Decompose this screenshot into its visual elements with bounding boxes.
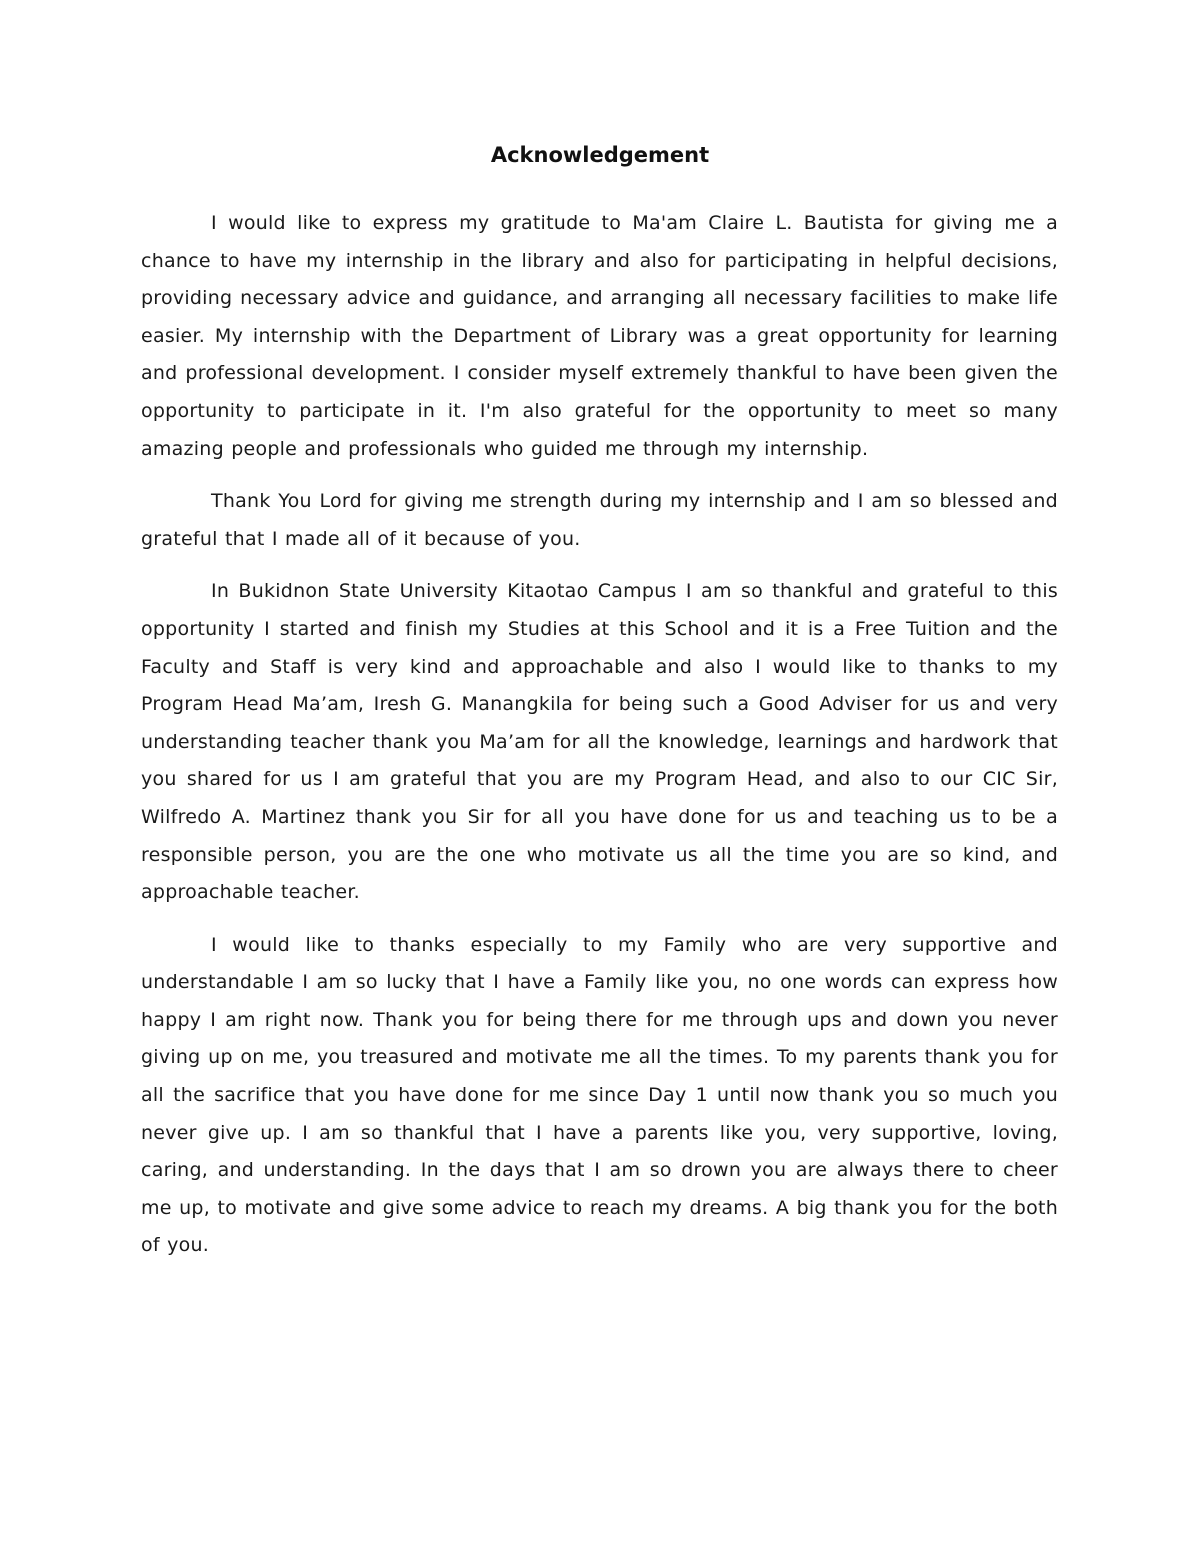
paragraph-gratitude-adviser: I would like to express my gratitude to Ma'am Claire L. Bautista for giving me a chance to have my internship in the library and also for participating in helpful decisions, providing necessary advice and guidance, and arranging all necessary facilities to make life easier. My internship with the Department of Library was a great opportunity for learning and professional development. I consider myself extremely thankful to have been given the opportunity to participate in it. I'm also grateful for the opportunity to meet so many amazing people and professionals who guided me through my internship. (141, 212, 1058, 460)
page-title: Acknowledgement (490, 143, 710, 167)
paragraph-family: I would like to thanks especially to my Family who are very supportive and understandable I am so lucky that I have a Family like you, no one words can express how happy I am right now. Thank you for being there for me through ups and down you never giving up on me, you treasured and motivate me all the times. To my parents thank you for all the sacrifice that you have done for me since Day 1 until now thank you so much you never give up. I am so thankful that I have a parents like you, very supportive, loving, caring, and understanding. In the days that I am so drown you are always there to cheer me up, to motivate and give some advice to reach my dreams. A big thank you for the both of you. (141, 933, 1058, 1257)
document-body (141, 205, 1058, 1280)
paragraph-thanks-lord: Thank You Lord for giving me strength during my internship and I am so blessed and grateful that I made all of it because of you. (141, 490, 1058, 550)
paragraph-university: In Bukidnon State University Kitaotao Campus I am so thankful and grateful to this opportunity I started and finish my Studies at this School and it is a Free Tuition and the Faculty and Staff is very kind and approachable and also I would like to thanks to my Program Head Ma’am, Iresh G. Manangkila for being such a Good Adviser for us and very understanding teacher thank you Ma’am for all the knowledge, learnings and hardwork that you shared for us I am grateful that you are my Program Head, and also to our CIC Sir, Wilfredo A. Martinez thank you Sir for all you have done for us and teaching us to be a responsible person, you are the one who motivate us all the time you are so kind, and approachable teacher. (141, 580, 1058, 904)
